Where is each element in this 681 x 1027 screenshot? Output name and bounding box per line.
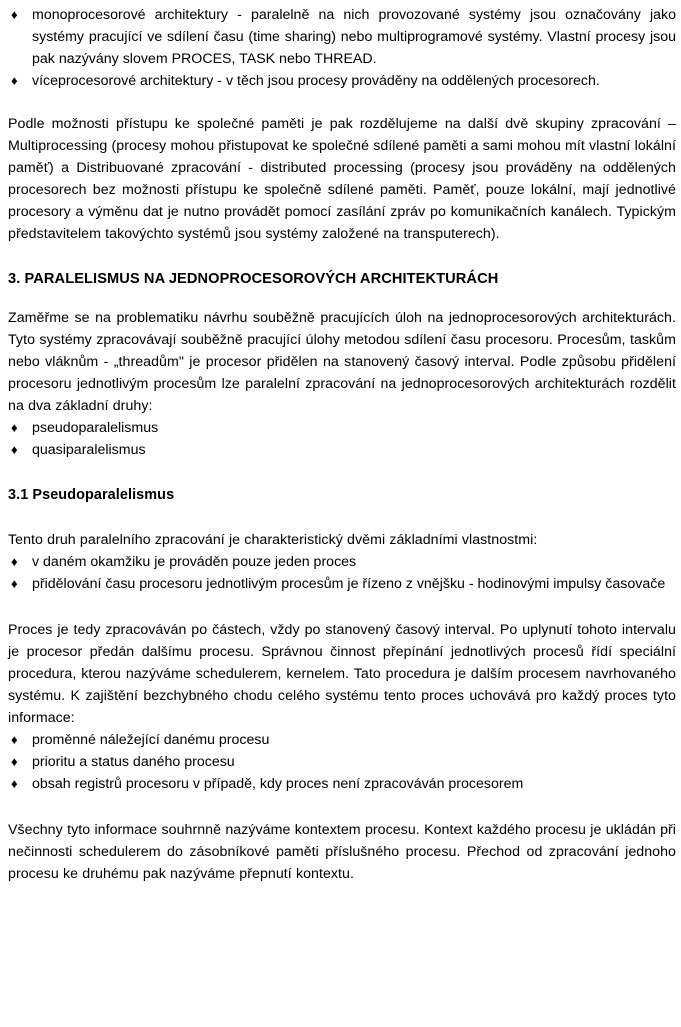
spacer (8, 461, 676, 485)
process-context-info-list (8, 729, 676, 795)
diamond-bullet-icon: ♦ (11, 776, 18, 791)
list-item-text: quasiparalelismus (32, 442, 146, 458)
list-item (8, 573, 676, 595)
diamond-bullet-icon: ♦ (11, 732, 18, 747)
spacer (8, 92, 676, 113)
list-item-text: obsah registrů procesoru v případě, kdy proces není zpracováván procesorem (32, 776, 524, 792)
list-item-text: v daném okamžiku je prováděn pouze jeden proces (32, 554, 357, 570)
spacer (8, 795, 676, 819)
section-heading-3: 3. PARALELISMUS NA JEDNOPROCESOROVÝCH ARCHITEKTURÁCH (8, 271, 499, 287)
list-item (8, 70, 676, 92)
list-item (8, 551, 676, 573)
pseudoparallelism-properties-list (8, 551, 676, 595)
list-item-text: prioritu a status daného procesu (32, 754, 235, 770)
diamond-bullet-icon: ♦ (11, 754, 18, 769)
diamond-bullet-icon: ♦ (11, 420, 18, 435)
list-item-text: proměnné náležející danému procesu (32, 732, 270, 748)
parallelism-kinds-list (8, 417, 676, 461)
list-item-text: víceprocesorové architektury - v těch jsou procesy prováděny na oddělených procesorech. (32, 73, 600, 89)
architecture-types-list (8, 4, 676, 92)
list-item (8, 751, 676, 773)
list-item-text: přidělování času procesoru jednotlivým procesům je řízeno z vnějšku - hodinovými impulsy časovače (32, 576, 666, 592)
list-item-text: pseudoparalelismus (32, 420, 159, 436)
list-item (8, 417, 676, 439)
shared-memory-paragraph: Podle možnosti přístupu ke společné paměti je pak rozdělujeme na další dvě skupiny zpracování – Multiprocessing (procesy mohou přistupovat ke společné sdílené paměti a sami mohou mít vlastní lokální paměť) a Distribuované zpracování - distributed processing (procesy jsou prováděny na oddělených procesorech bez možnosti přístupu ke společně sdílené paměti. Paměť, pouze lokální, mají jednotlivé procesory a výměnu dat je nutno provádět pomocí zasílání zpráv po komunikačních kanálech. Typickým představitelem takovýchto systémů jsou systémy založené na transputerech). (8, 116, 676, 242)
scheduler-body-paragraph: Proces je tedy zpracováván po částech, vždy po stanovený časový interval. Po uplynutí tohoto intervalu je procesor předán dalšímu procesu. Správnou činnost přepínání jednotlivých procesů řídí speciální procedura, kterou nazýváme schedulerem, kernelem. Tato procedura je dalším procesem navrhovaného systému. K zajištění bezchybného chodu celého systému tento proces uchovává pro každý proces tyto informace: (8, 622, 676, 726)
pseudoparallelism-lead: Tento druh paralelního zpracování je charakteristický dvěmi základními vlastnostmi: (8, 532, 538, 548)
section3-intro-paragraph: Zaměřme se na problematiku návrhu souběžně pracujících úloh na jednoprocesorových architekturách. Tyto systémy zpracovávají souběžně pracující úlohy metodou sdílení času procesoru. Procesům, taskům nebo vláknům - „threadům" je procesor přidělen na stanovený časový interval. Podle způsobu přidělení procesoru jednotlivým procesům lze paralelní zpracování na jednoprocesorových architekturách rozdělit na dva základní druhy: (8, 310, 676, 414)
list-item (8, 729, 676, 751)
diamond-bullet-icon: ♦ (11, 442, 18, 457)
list-item-text: monoprocesorové architektury - paralelně na nich provozované systémy jsou označovány jako systémy pracující ve sdílení času (time sharing) nebo multiprogramové systémy. Vlastní procesy jsou pak nazývány slovem PROCES, TASK nebo THREAD. (32, 7, 676, 67)
list-item (8, 773, 676, 795)
section-heading-3-1: 3.1 Pseudoparalelismus (8, 487, 175, 503)
spacer (8, 595, 676, 619)
diamond-bullet-icon: ♦ (11, 576, 18, 591)
spacer (8, 505, 676, 529)
list-item (8, 4, 676, 70)
list-item (8, 439, 676, 461)
diamond-bullet-icon: ♦ (11, 73, 18, 88)
spacer (8, 245, 676, 269)
diamond-bullet-icon: ♦ (11, 7, 18, 22)
diamond-bullet-icon: ♦ (11, 554, 18, 569)
context-switch-paragraph: Všechny tyto informace souhrnně nazýváme kontextem procesu. Kontext každého procesu je ukládán při nečinnosti schedulerem do zásobníkové paměti příslušného procesu. Přechod od zpracování jednoho procesu ke druhému pak nazýváme přepnutí kontextu. (8, 822, 676, 882)
spacer (8, 289, 676, 307)
